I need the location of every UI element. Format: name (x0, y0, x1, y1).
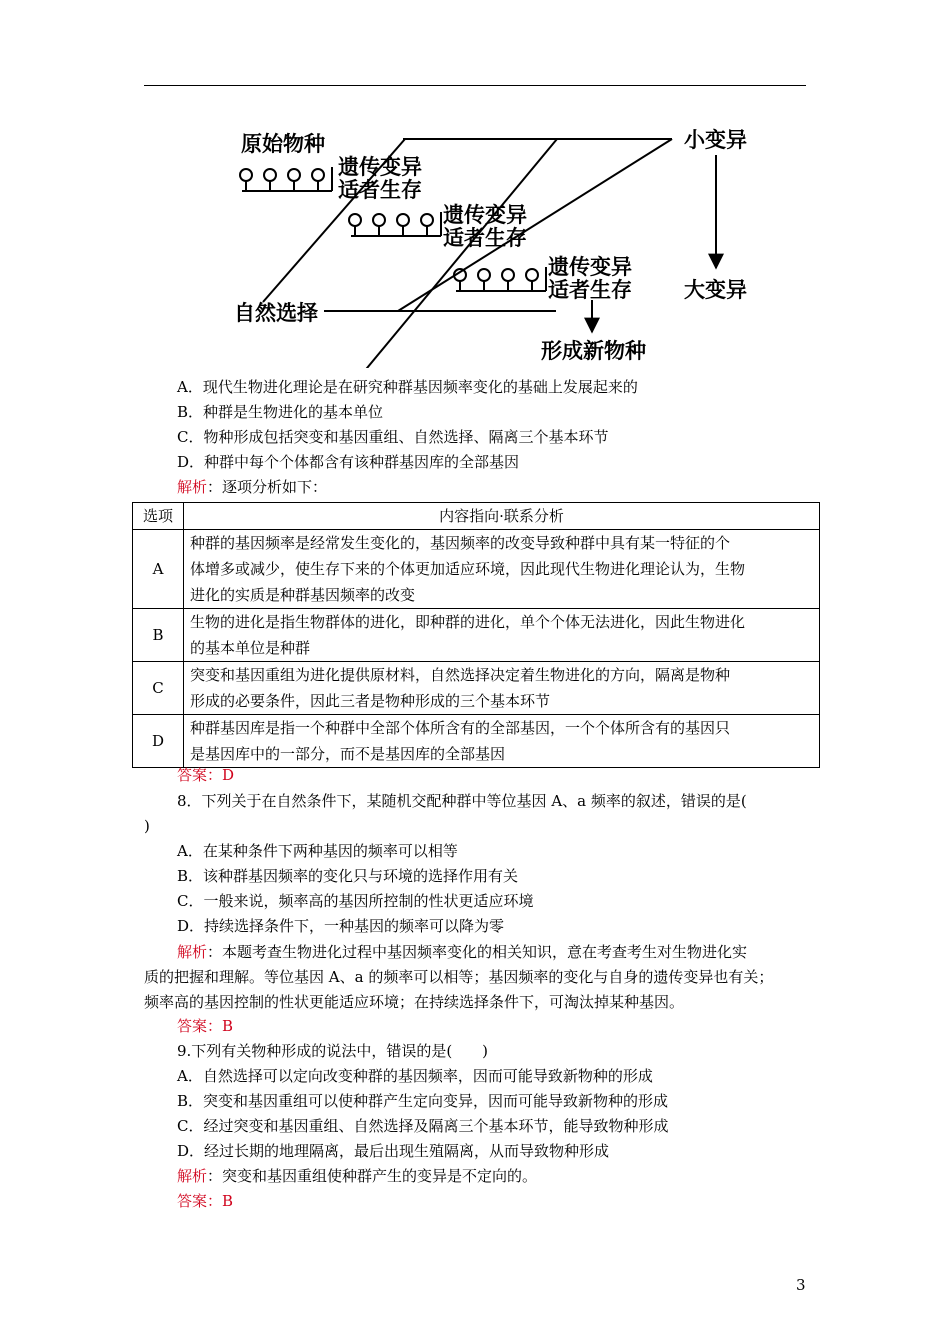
label-original-species: 原始物种 (241, 132, 325, 156)
q7-answer: 答案：D (177, 766, 235, 784)
q8-analysis-label: 解析 (177, 943, 208, 961)
q8-answer: 答案：B (177, 1017, 234, 1035)
label-survive-2: 适者生存 (443, 226, 527, 250)
header-rule (144, 85, 806, 86)
q9-stem: 9.下列有关物种形成的说法中，错误的是( ) (177, 1042, 489, 1060)
table-row (133, 609, 820, 662)
label-new-species: 形成新物种 (541, 339, 646, 363)
label-variation-3: 遗传变异 (548, 255, 632, 279)
table-line: 体增多或减少，使生存下来的个体更加适应环境，因此现代生物进化理论认为，生物 (190, 560, 746, 578)
speciation-diagram (225, 118, 765, 368)
population-1 (240, 167, 332, 191)
label-natural-selection: 自然选择 (234, 301, 318, 325)
table-content-a (184, 530, 820, 609)
q9-option-d: D．经过长期的地理隔离，最后出现生殖隔离，从而导致物种形成 (177, 1142, 610, 1160)
q9-option-b: B．突变和基因重组可以使种群产生定向变异，因而可能导致新物种的形成 (177, 1092, 669, 1110)
q8-analysis-line: 质的把握和理解。等位基因 A、a 的频率可以相等；基因频率的变化与自身的遗传变异也有关； (144, 968, 774, 986)
label-survive-1: 适者生存 (338, 178, 422, 202)
q8-option-c: C．一般来说，频率高的基因所控制的性状更适应环境 (177, 892, 534, 910)
q9-analysis (177, 1167, 537, 1185)
label-large-variation: 大变异 (684, 278, 747, 302)
analysis-table (132, 502, 820, 768)
q9-analysis-label: 解析 (177, 1167, 208, 1185)
table-line: 种群基因库是指一个种群中全部个体所含有的全部基因，一个个体所含有的基因只 (190, 719, 731, 737)
q7-option-b: B．种群是生物进化的基本单位 (177, 403, 384, 421)
table-content-b (184, 609, 820, 662)
q9-answer: 答案：B (177, 1192, 234, 1210)
q8-option-d: D．持续选择条件下，一种基因的频率可以降为零 (177, 917, 505, 935)
table-header-content: 内容指向·联系分析 (184, 503, 820, 530)
page-number: 3 (796, 1276, 806, 1294)
q8-analysis (177, 943, 747, 961)
q7-option-a: A．现代生物进化理论是在研究种群基因频率变化的基础上发展起来的 (177, 378, 638, 396)
q7-analysis (177, 478, 327, 496)
table-line: 的基本单位是种群 (190, 639, 311, 657)
q8-option-a: A．在某种条件下两种基因的频率可以相等 (177, 842, 458, 860)
table-line: 是基因库中的一部分，而不是基因库的全部基因 (190, 745, 506, 763)
table-row (133, 715, 820, 768)
q7-option-d: D．种群中每个个体都含有该种群基因库的全部基因 (177, 453, 520, 471)
q9-analysis-text: ：突变和基因重组使种群产生的变异是不定向的。 (207, 1167, 538, 1185)
q8-option-b: B．该种群基因频率的变化只与环境的选择作用有关 (177, 867, 519, 885)
label-small-variation: 小变异 (684, 128, 747, 152)
table-content-c (184, 662, 820, 715)
q7-option-c: C．物种形成包括突变和基因重组、自然选择、隔离三个基本环节 (177, 428, 609, 446)
table-line: 进化的实质是种群基因频率的改变 (190, 586, 416, 604)
table-option-d: D (133, 715, 184, 768)
q9-option-a: A．自然选择可以定向改变种群的基因频率，因而可能导致新物种的形成 (177, 1067, 653, 1085)
q8-analysis-line: 频率高的基因控制的性状更能适应环境；在持续选择条件下，可淘汰掉某种基因。 (144, 993, 685, 1011)
table-row (133, 662, 820, 715)
table-header-option: 选项 (133, 503, 184, 530)
q7-analysis-text: ：逐项分析如下： (207, 478, 328, 496)
table-header-row (133, 503, 820, 530)
q8-stem-cont: ) (144, 817, 150, 835)
table-line: 种群的基因频率是经常发生变化的，基因频率的改变导致种群中具有某一特征的个 (190, 534, 731, 552)
table-line: 形成的必要条件，因此三者是物种形成的三个基本环节 (190, 692, 551, 710)
q8-analysis-line: ：本题考查生物进化过程中基因频率变化的相关知识，意在考查考生对生物进化实 (207, 943, 748, 961)
table-option-b: B (133, 609, 184, 662)
table-content-d (184, 715, 820, 768)
label-variation-2: 遗传变异 (443, 203, 527, 227)
table-option-a: A (133, 530, 184, 609)
q7-analysis-label: 解析 (177, 478, 208, 496)
q8-stem: 8．下列关于在自然条件下，某随机交配种群中等位基因 A、a 频率的叙述，错误的是( (177, 792, 747, 810)
q9-option-c: C．经过突变和基因重组、自然选择及隔离三个基本环节，能导致物种形成 (177, 1117, 669, 1135)
label-survive-3: 适者生存 (548, 278, 632, 302)
table-row (133, 530, 820, 609)
population-2 (349, 212, 441, 236)
table-line: 突变和基因重组为进化提供原材料，自然选择决定着生物进化的方向，隔离是物种 (190, 666, 731, 684)
label-variation-1: 遗传变异 (338, 155, 422, 179)
table-option-c: C (133, 662, 184, 715)
table-line: 生物的进化是指生物群体的进化，即种群的进化，单个个体无法进化，因此生物进化 (190, 613, 746, 631)
population-3 (454, 267, 546, 291)
